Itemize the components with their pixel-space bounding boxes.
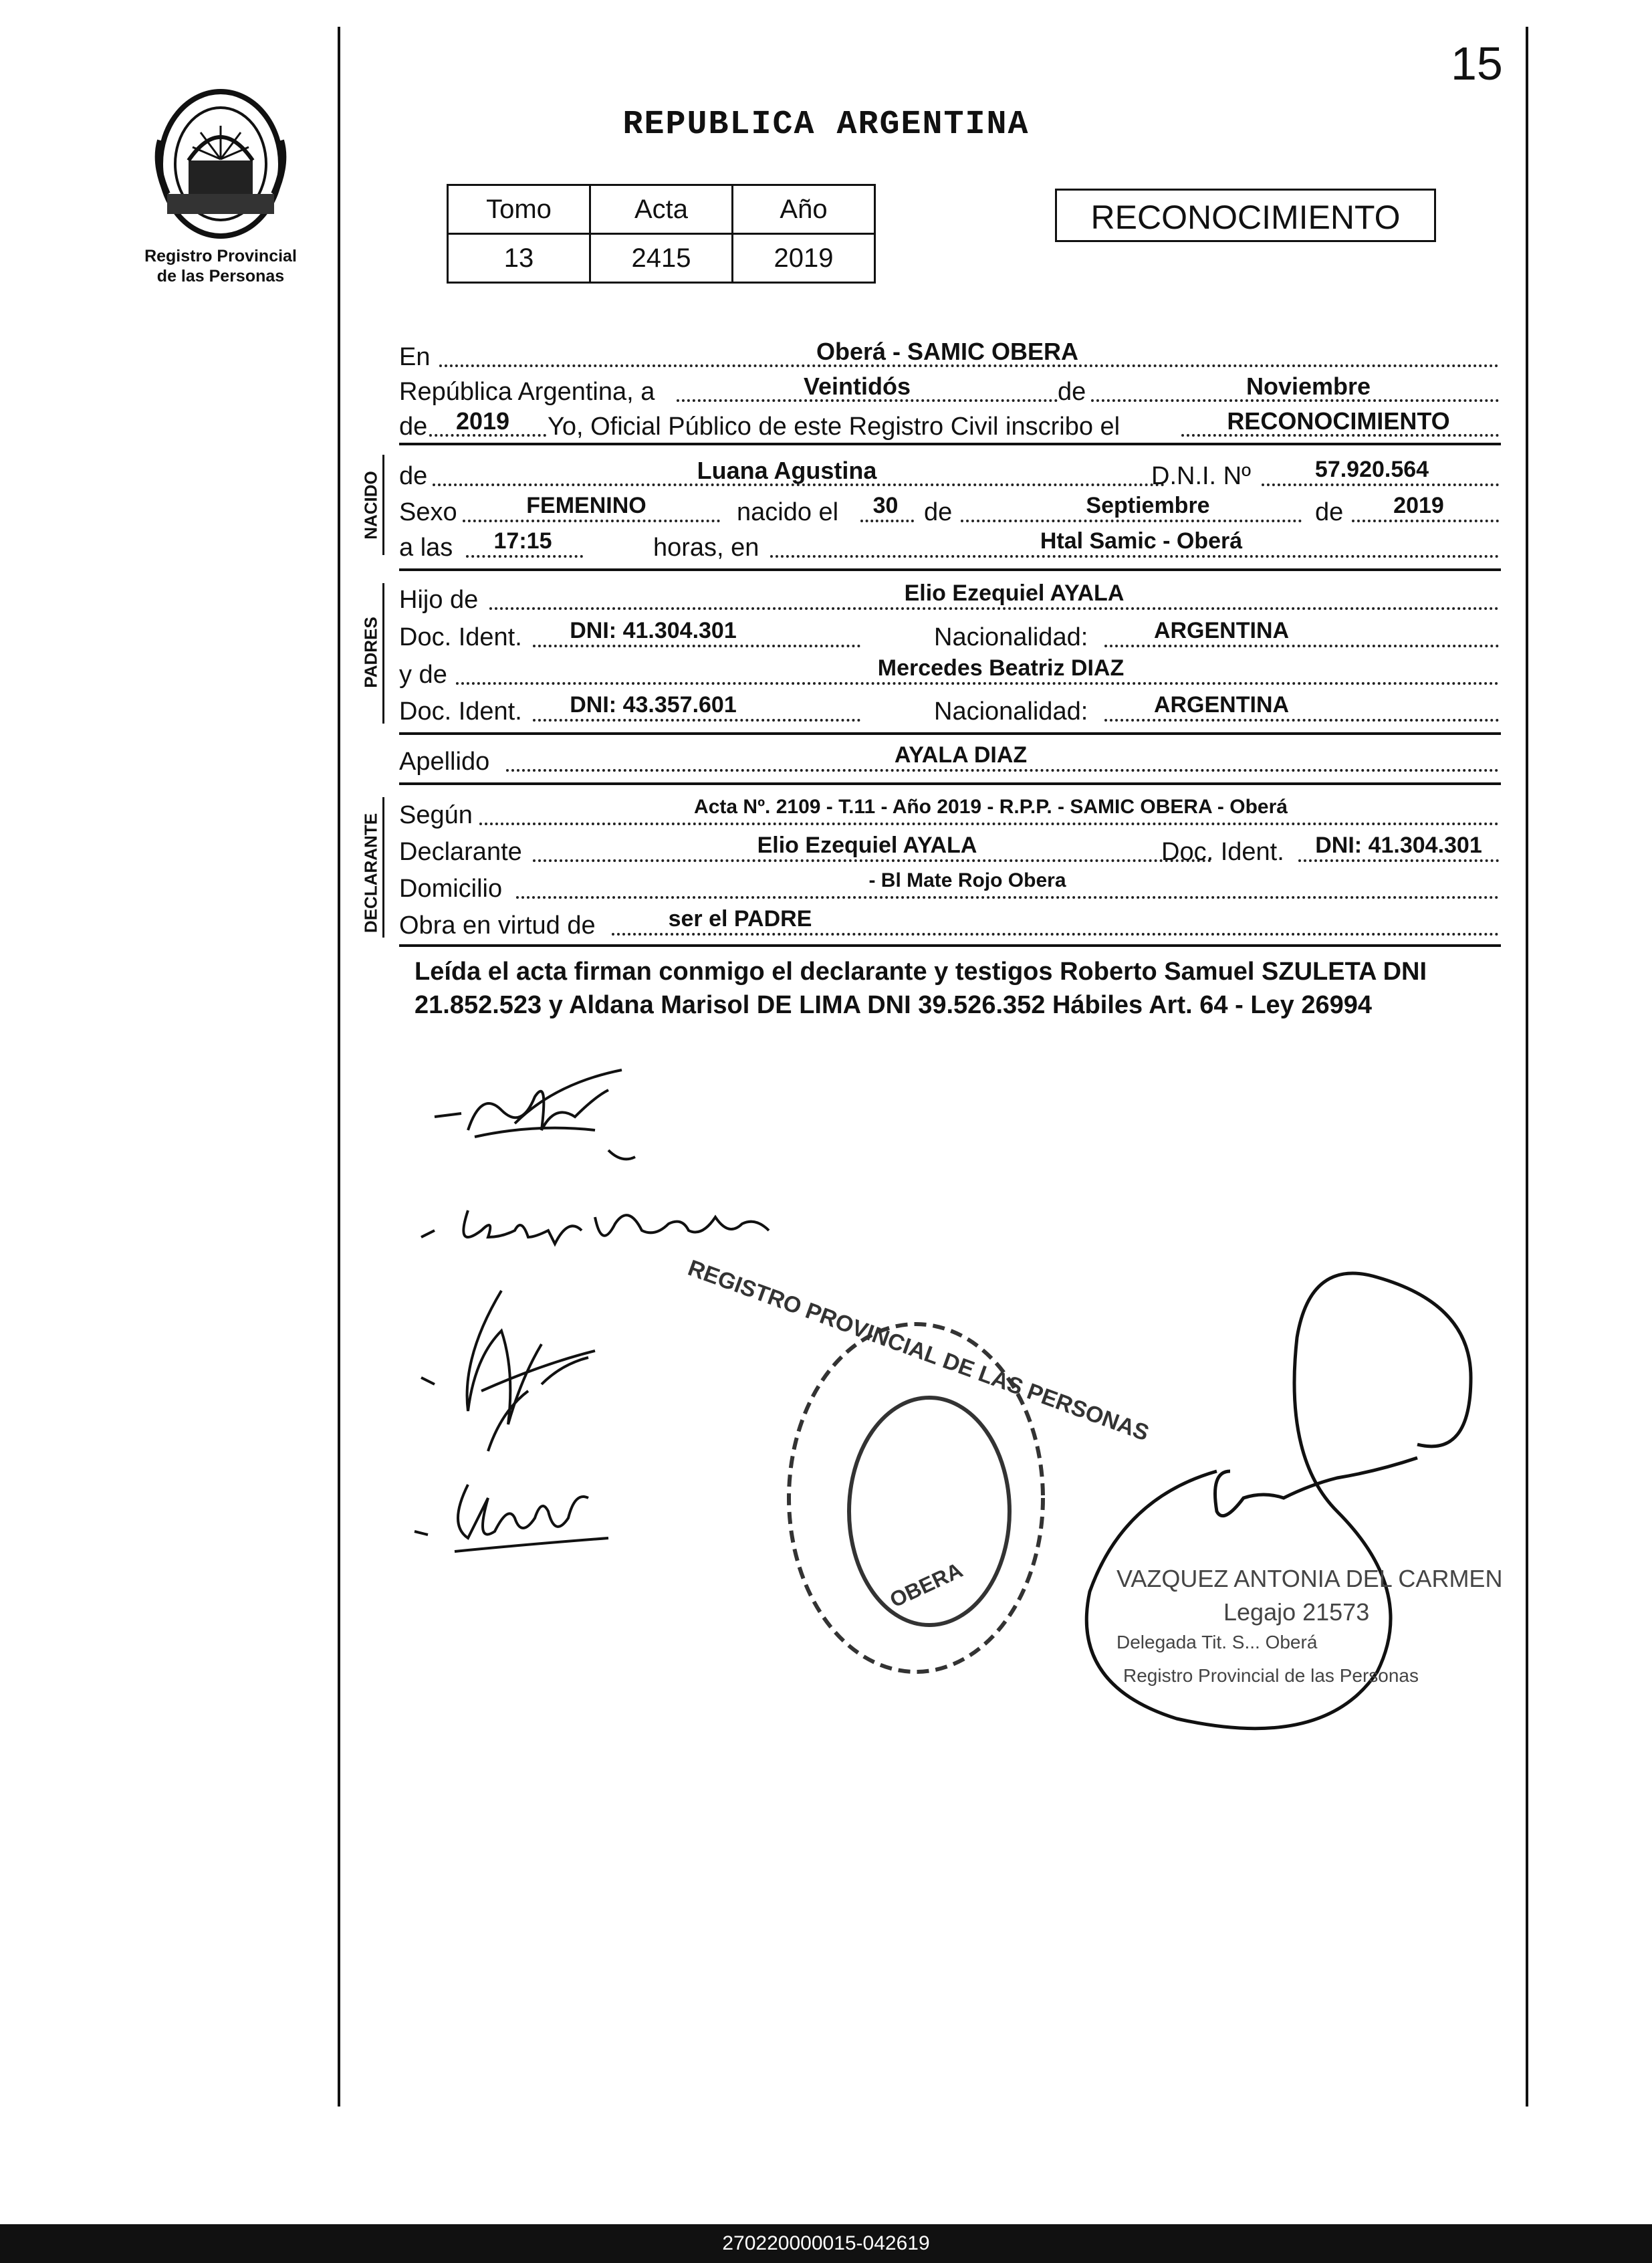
value-padre-doc: DNI: 41.304.301 — [570, 618, 737, 643]
logo-caption — [127, 246, 314, 286]
row-declarante — [399, 833, 1502, 866]
label-de: de — [1058, 378, 1086, 406]
value-padre-nac: ARGENTINA — [1153, 618, 1290, 643]
officer-name: VAZQUEZ ANTONIA DEL CARMEN — [1116, 1565, 1503, 1592]
row-obra — [399, 906, 1502, 940]
row-y-de — [399, 655, 1502, 689]
officer-title: Delegada Tit. S... Oberá — [1116, 1632, 1318, 1652]
label-republica: República Argentina, a — [399, 378, 655, 406]
row-hijo-de — [399, 580, 1502, 614]
left-margin-line — [338, 27, 340, 2107]
dotted-line — [533, 859, 1211, 862]
dotted-line — [456, 682, 1499, 685]
value-acta: 2415 — [590, 234, 733, 283]
declarante-bracket — [382, 797, 384, 938]
value-hora: 17:15 — [493, 528, 552, 554]
officer-registry: Registro Provincial de las Personas — [1123, 1665, 1419, 1686]
value-en: Oberá - SAMIC OBERA — [816, 338, 1079, 365]
value-anio: 2019 — [455, 407, 510, 435]
dotted-line — [1298, 859, 1499, 862]
label-hijo-de: Hijo de — [399, 586, 479, 614]
section-divider — [399, 443, 1501, 445]
label-sexo: Sexo — [399, 498, 457, 526]
header-anio: Año — [733, 185, 875, 234]
label-inscribo: Yo, Oficial Público de este Registro Civil inscribo el — [548, 413, 1120, 441]
registry-round-stamp — [685, 1255, 1153, 1685]
value-segun: Acta Nº. 2109 - T.11 - Año 2019 - R.P.P. - SAMIC OBERA - Oberá — [694, 796, 1288, 818]
row-inscribo — [399, 407, 1502, 441]
label-obra: Obra en virtud de — [399, 911, 596, 940]
value-padre: Elio Ezequiel AYALA — [904, 580, 1125, 606]
round-stamp-inner: OBERA — [886, 1557, 967, 1612]
registry-table — [447, 184, 876, 284]
row-domicilio — [399, 869, 1502, 903]
value-madre-nac: ARGENTINA — [1153, 692, 1290, 718]
row-hora — [399, 528, 1502, 562]
logo-caption-line1: Registro Provincial — [144, 247, 297, 265]
label-en: En — [399, 343, 431, 371]
page-number: 15 — [1451, 37, 1503, 90]
label-horas-en: horas, en — [653, 534, 759, 562]
label-doc-ident: Doc. Ident. — [399, 623, 522, 651]
value-nombre: Luana Agustina — [697, 457, 877, 484]
madre-signature — [415, 1190, 776, 1264]
row-en — [399, 338, 1502, 371]
label-doc-ident-madre: Doc. Ident. — [399, 697, 522, 726]
value-dia: Veintidós — [803, 372, 911, 400]
section-divider — [399, 944, 1501, 947]
section-label-nacido: NACIDO — [360, 471, 381, 540]
value-obra: ser el PADRE — [668, 906, 812, 932]
value-anio: 2019 — [733, 234, 875, 283]
right-margin-line — [1526, 27, 1528, 2107]
label-domicilio: Domicilio — [399, 875, 503, 903]
act-type-box: RECONOCIMIENTO — [1055, 189, 1436, 242]
padres-bracket — [382, 583, 384, 724]
value-tomo: 13 — [448, 234, 590, 283]
dotted-line — [489, 607, 1499, 610]
header-acta: Acta — [590, 185, 733, 234]
testigo-2-signature — [408, 1471, 622, 1572]
document-barcode-number: 270220000015-042619 — [0, 2224, 1652, 2263]
dotted-line — [612, 933, 1499, 936]
dotted-line — [506, 769, 1499, 772]
label-y-de: y de — [399, 661, 447, 689]
dotted-line — [1262, 483, 1499, 486]
declarante-signature — [421, 1057, 662, 1164]
section-label-padres: PADRES — [360, 617, 381, 688]
value-nac-anio: 2019 — [1393, 493, 1444, 518]
value-domicilio: - Bl Mate Rojo Obera — [868, 869, 1066, 891]
label-apellido: Apellido — [399, 748, 490, 776]
dotted-line — [516, 896, 1499, 899]
header-tomo: Tomo — [448, 185, 590, 234]
value-lugar: Htal Samic - Oberá — [1040, 528, 1243, 554]
dotted-line — [533, 645, 860, 647]
dotted-line — [1104, 719, 1499, 722]
label-de-nombre: de — [399, 462, 428, 490]
logo-caption-line2: de las Personas — [156, 267, 285, 286]
label-nacido-el: nacido el — [737, 498, 839, 526]
value-madre: Mercedes Beatriz DIAZ — [877, 655, 1125, 681]
dotted-line — [479, 823, 1499, 825]
label-de-anio: de — [399, 413, 428, 441]
label-de-nac-anio: de — [1315, 498, 1344, 526]
nacido-bracket — [382, 455, 384, 555]
dotted-line — [1352, 520, 1499, 522]
dotted-line — [961, 520, 1302, 522]
value-madre-doc: DNI: 43.357.601 — [570, 692, 737, 718]
value-nac-mes: Septiembre — [1086, 493, 1210, 518]
dotted-line — [463, 520, 720, 522]
row-fecha — [399, 372, 1502, 406]
round-stamp-text: REGISTRO PROVINCIAL DE LAS PERSONAS — [685, 1255, 1153, 1446]
label-dni: D.N.I. Nº — [1151, 462, 1251, 490]
label-nacionalidad-madre: Nacionalidad: — [934, 697, 1088, 726]
row-apellido — [399, 742, 1502, 776]
label-doc-ident-decl: Doc. Ident. — [1161, 838, 1284, 866]
value-dni: 57.920.564 — [1314, 457, 1429, 482]
label-nacionalidad: Nacionalidad: — [934, 623, 1088, 651]
label-de-nac: de — [924, 498, 953, 526]
document-title: REPUBLICA ARGENTINA — [622, 106, 1030, 144]
section-divider — [399, 732, 1501, 735]
officer-legajo: Legajo 21573 — [1223, 1598, 1370, 1626]
section-divider — [399, 568, 1501, 571]
value-declarante: Elio Ezequiel AYALA — [757, 833, 977, 858]
label-declarante: Declarante — [399, 838, 522, 866]
label-segun: Según — [399, 801, 473, 829]
dotted-line — [770, 555, 1499, 558]
value-declarante-doc: DNI: 41.304.301 — [1315, 833, 1482, 858]
row-padre-doc — [399, 618, 1502, 651]
value-nac-dia: 30 — [872, 493, 899, 518]
value-apellido: AYALA DIAZ — [894, 742, 1028, 768]
section-label-declarante: DECLARANTE — [360, 813, 381, 934]
row-madre-doc — [399, 692, 1502, 726]
row-sexo — [399, 493, 1502, 526]
label-a-las: a las — [399, 534, 453, 562]
testigo-1-signature — [408, 1277, 622, 1465]
dotted-line — [1104, 645, 1499, 647]
section-divider — [399, 782, 1501, 785]
value-mes: Noviembre — [1246, 372, 1371, 400]
value-inscribo: RECONOCIMIENTO — [1227, 407, 1450, 435]
row-nombre — [399, 457, 1502, 490]
dotted-line — [533, 719, 860, 722]
closing-paragraph: Leída el acta firman conmigo el declarante y testigos Roberto Samuel SZULETA DNI 21.852.523 y Aldana Marisol DE LIMA DNI 39.526.352 Hábiles Art. 64 - Ley 26994 — [415, 958, 1427, 1019]
dotted-line — [466, 555, 583, 558]
dotted-line — [860, 520, 914, 522]
value-sexo: FEMENINO — [526, 493, 646, 518]
row-segun — [399, 796, 1502, 829]
